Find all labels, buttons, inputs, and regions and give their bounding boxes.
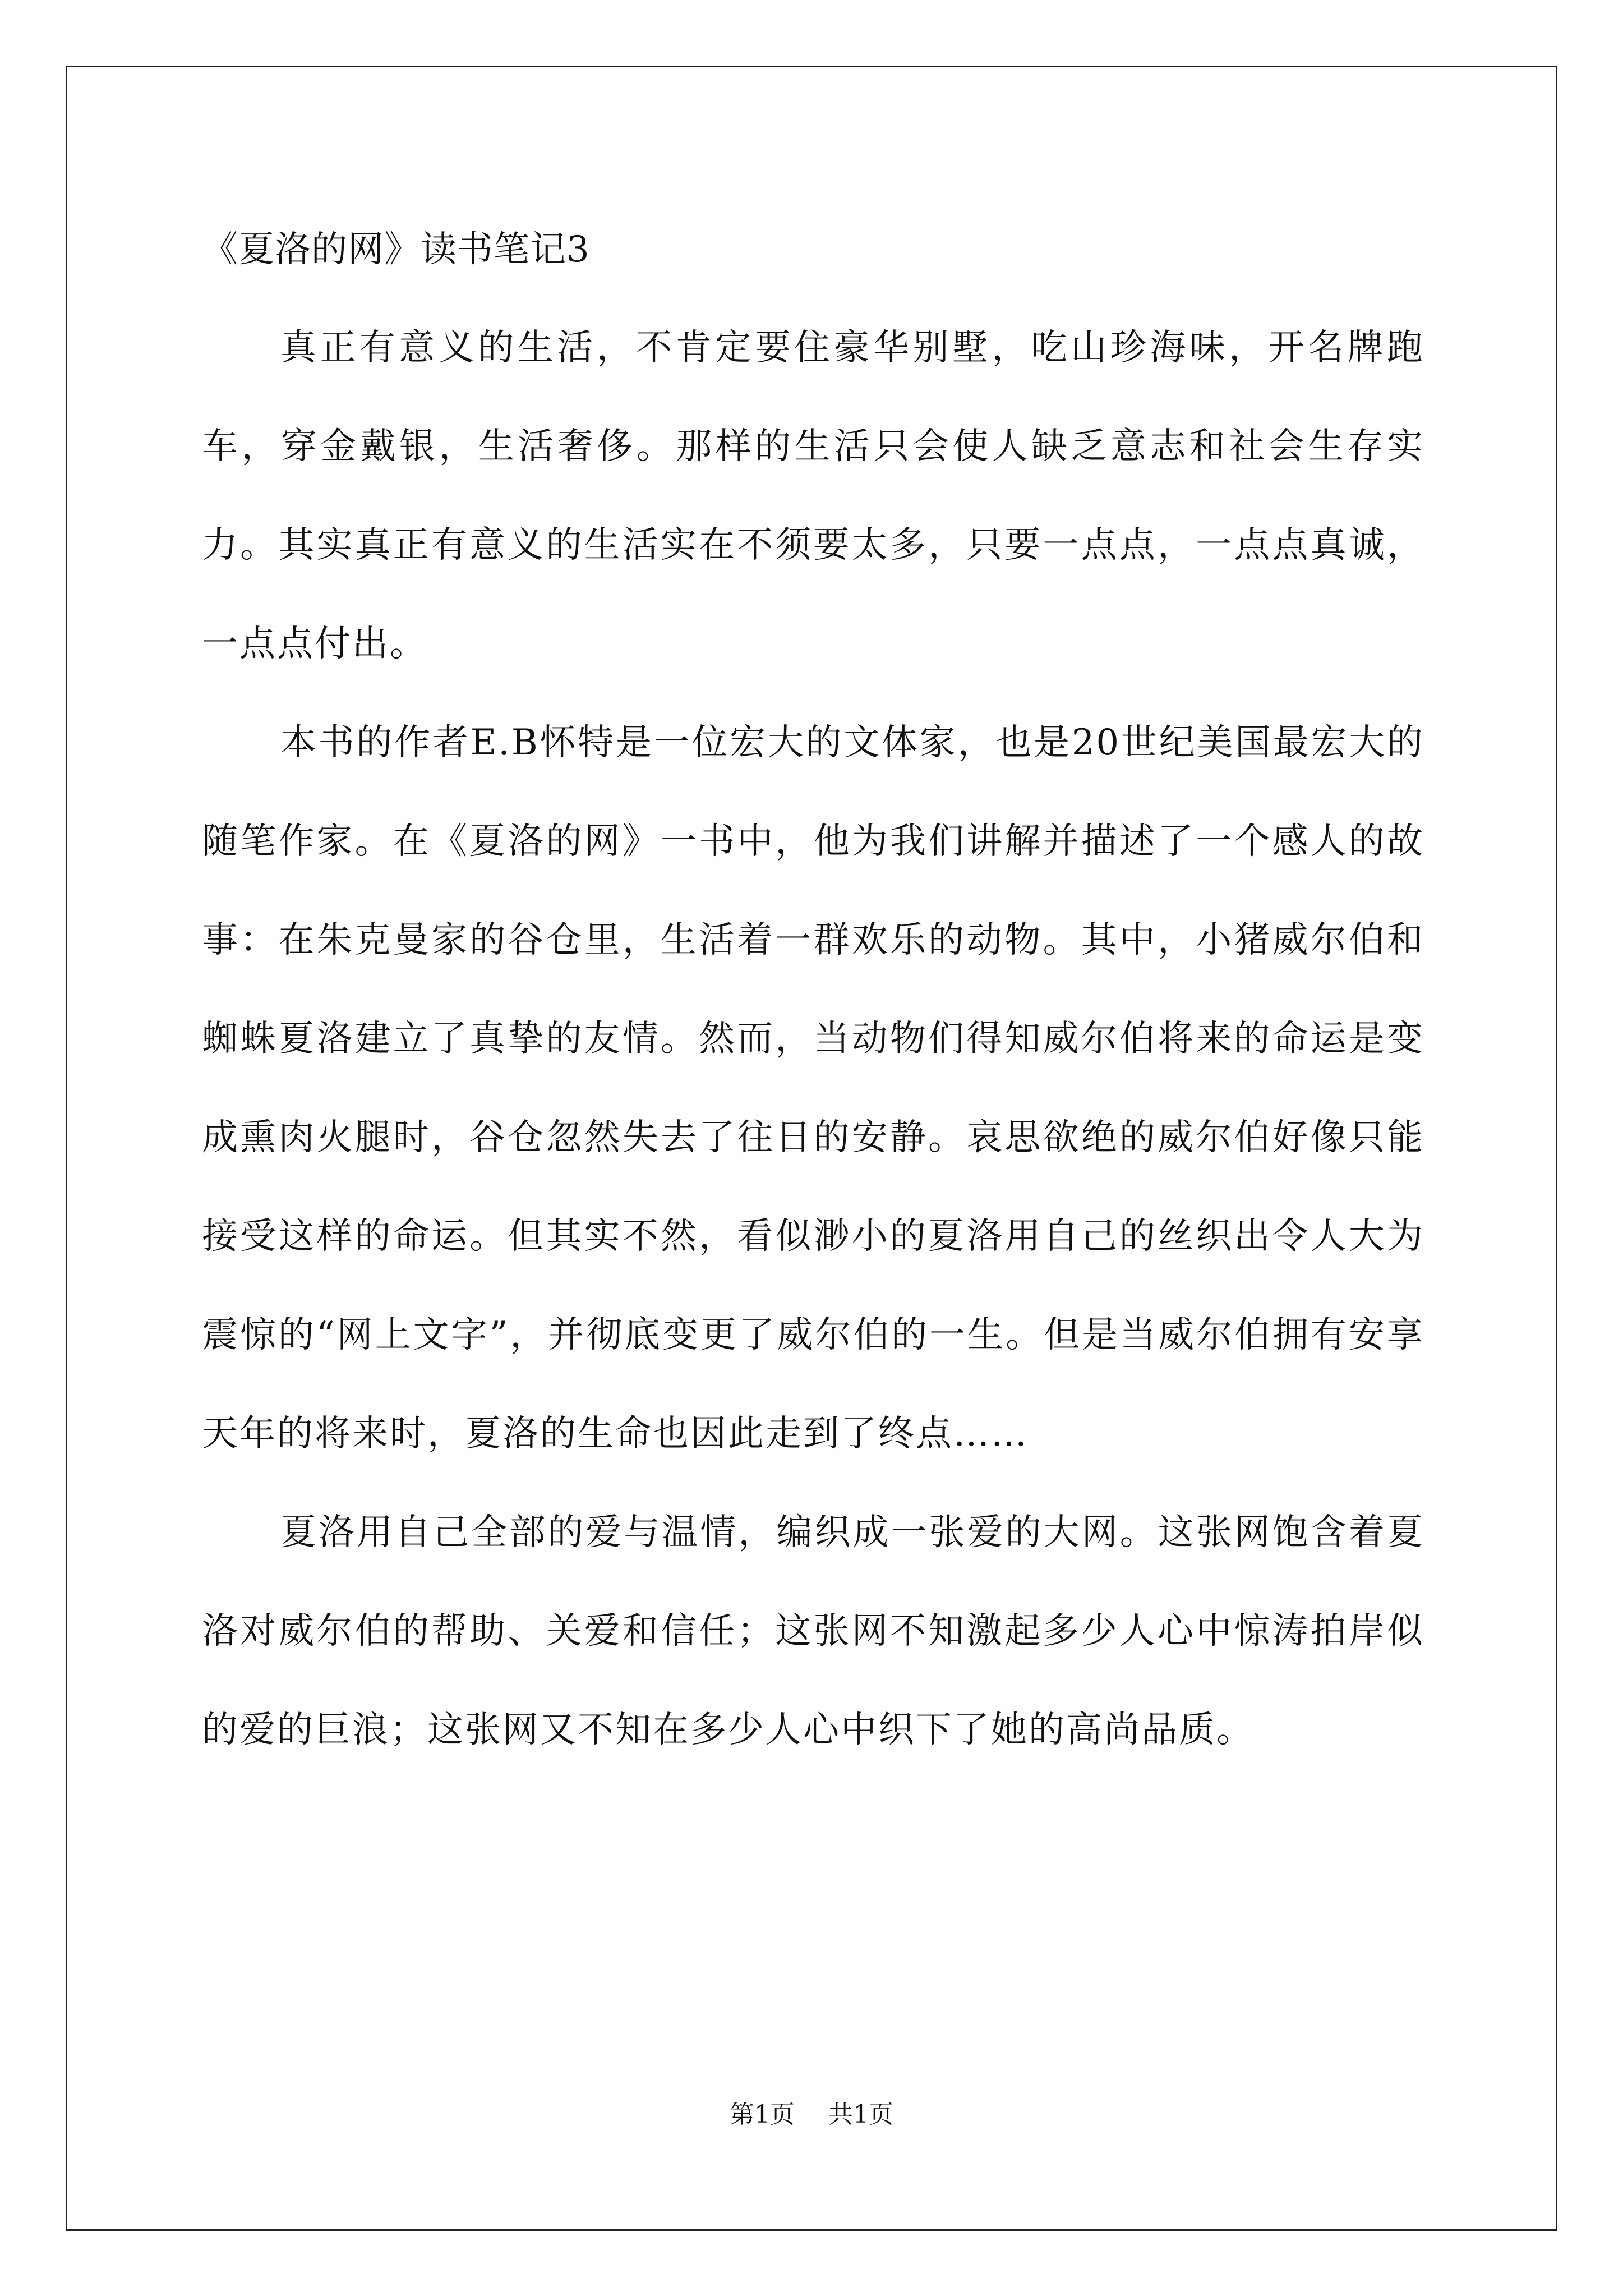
page-footer	[0, 2098, 1623, 2132]
page-total: 共1页	[828, 2100, 893, 2129]
page-number: 第1页	[730, 2100, 795, 2129]
document-title: 《夏洛的网》读书笔记3	[202, 229, 590, 270]
paragraph-2: 本书的作者E.B怀特是一位宏大的文体家，也是20世纪美国最宏大的随笔作家。在《夏洛的网》一书中，他为我们讲解并描述了一个感人的故事：在朱克曼家的谷仓里，生活着一群欢乐的动物。其中，小猪威尔伯和蜘蛛夏洛建立了真挚的友情。然而，当动物们得知威尔伯将来的命运是变成熏肉火腿时，谷仓忽然失去了往日的安静。哀思欲绝的威尔伯好像只能接受这样的命运。但其实不然，看似渺小的夏洛用自己的丝织出令人大为震惊的“网上文字”，并彻底变更了威尔伯的一生。但是当威尔伯拥有安享天年的将来时，夏洛的生命也因此走到了终点……	[202, 722, 1424, 1455]
paragraph-3: 夏洛用自己全部的爱与温情，编织成一张爱的大网。这张网饱含着夏洛对威尔伯的帮助、关爱和信任；这张网不知激起多少人心中惊涛拍岸似的爱的巨浪；这张网又不知在多少人心中织下了她的高尚品质。	[202, 1512, 1424, 1751]
paragraph-1: 真正有意义的生活，不肯定要住豪华别墅，吃山珍海味，开名牌跑车，穿金戴银，生活奢侈。那样的生活只会使人缺乏意志和社会生存实力。其实真正有意义的生活实在不须要太多，只要一点点，一点点真诚，一点点付出。	[202, 327, 1424, 665]
document-body	[202, 224, 1424, 1779]
